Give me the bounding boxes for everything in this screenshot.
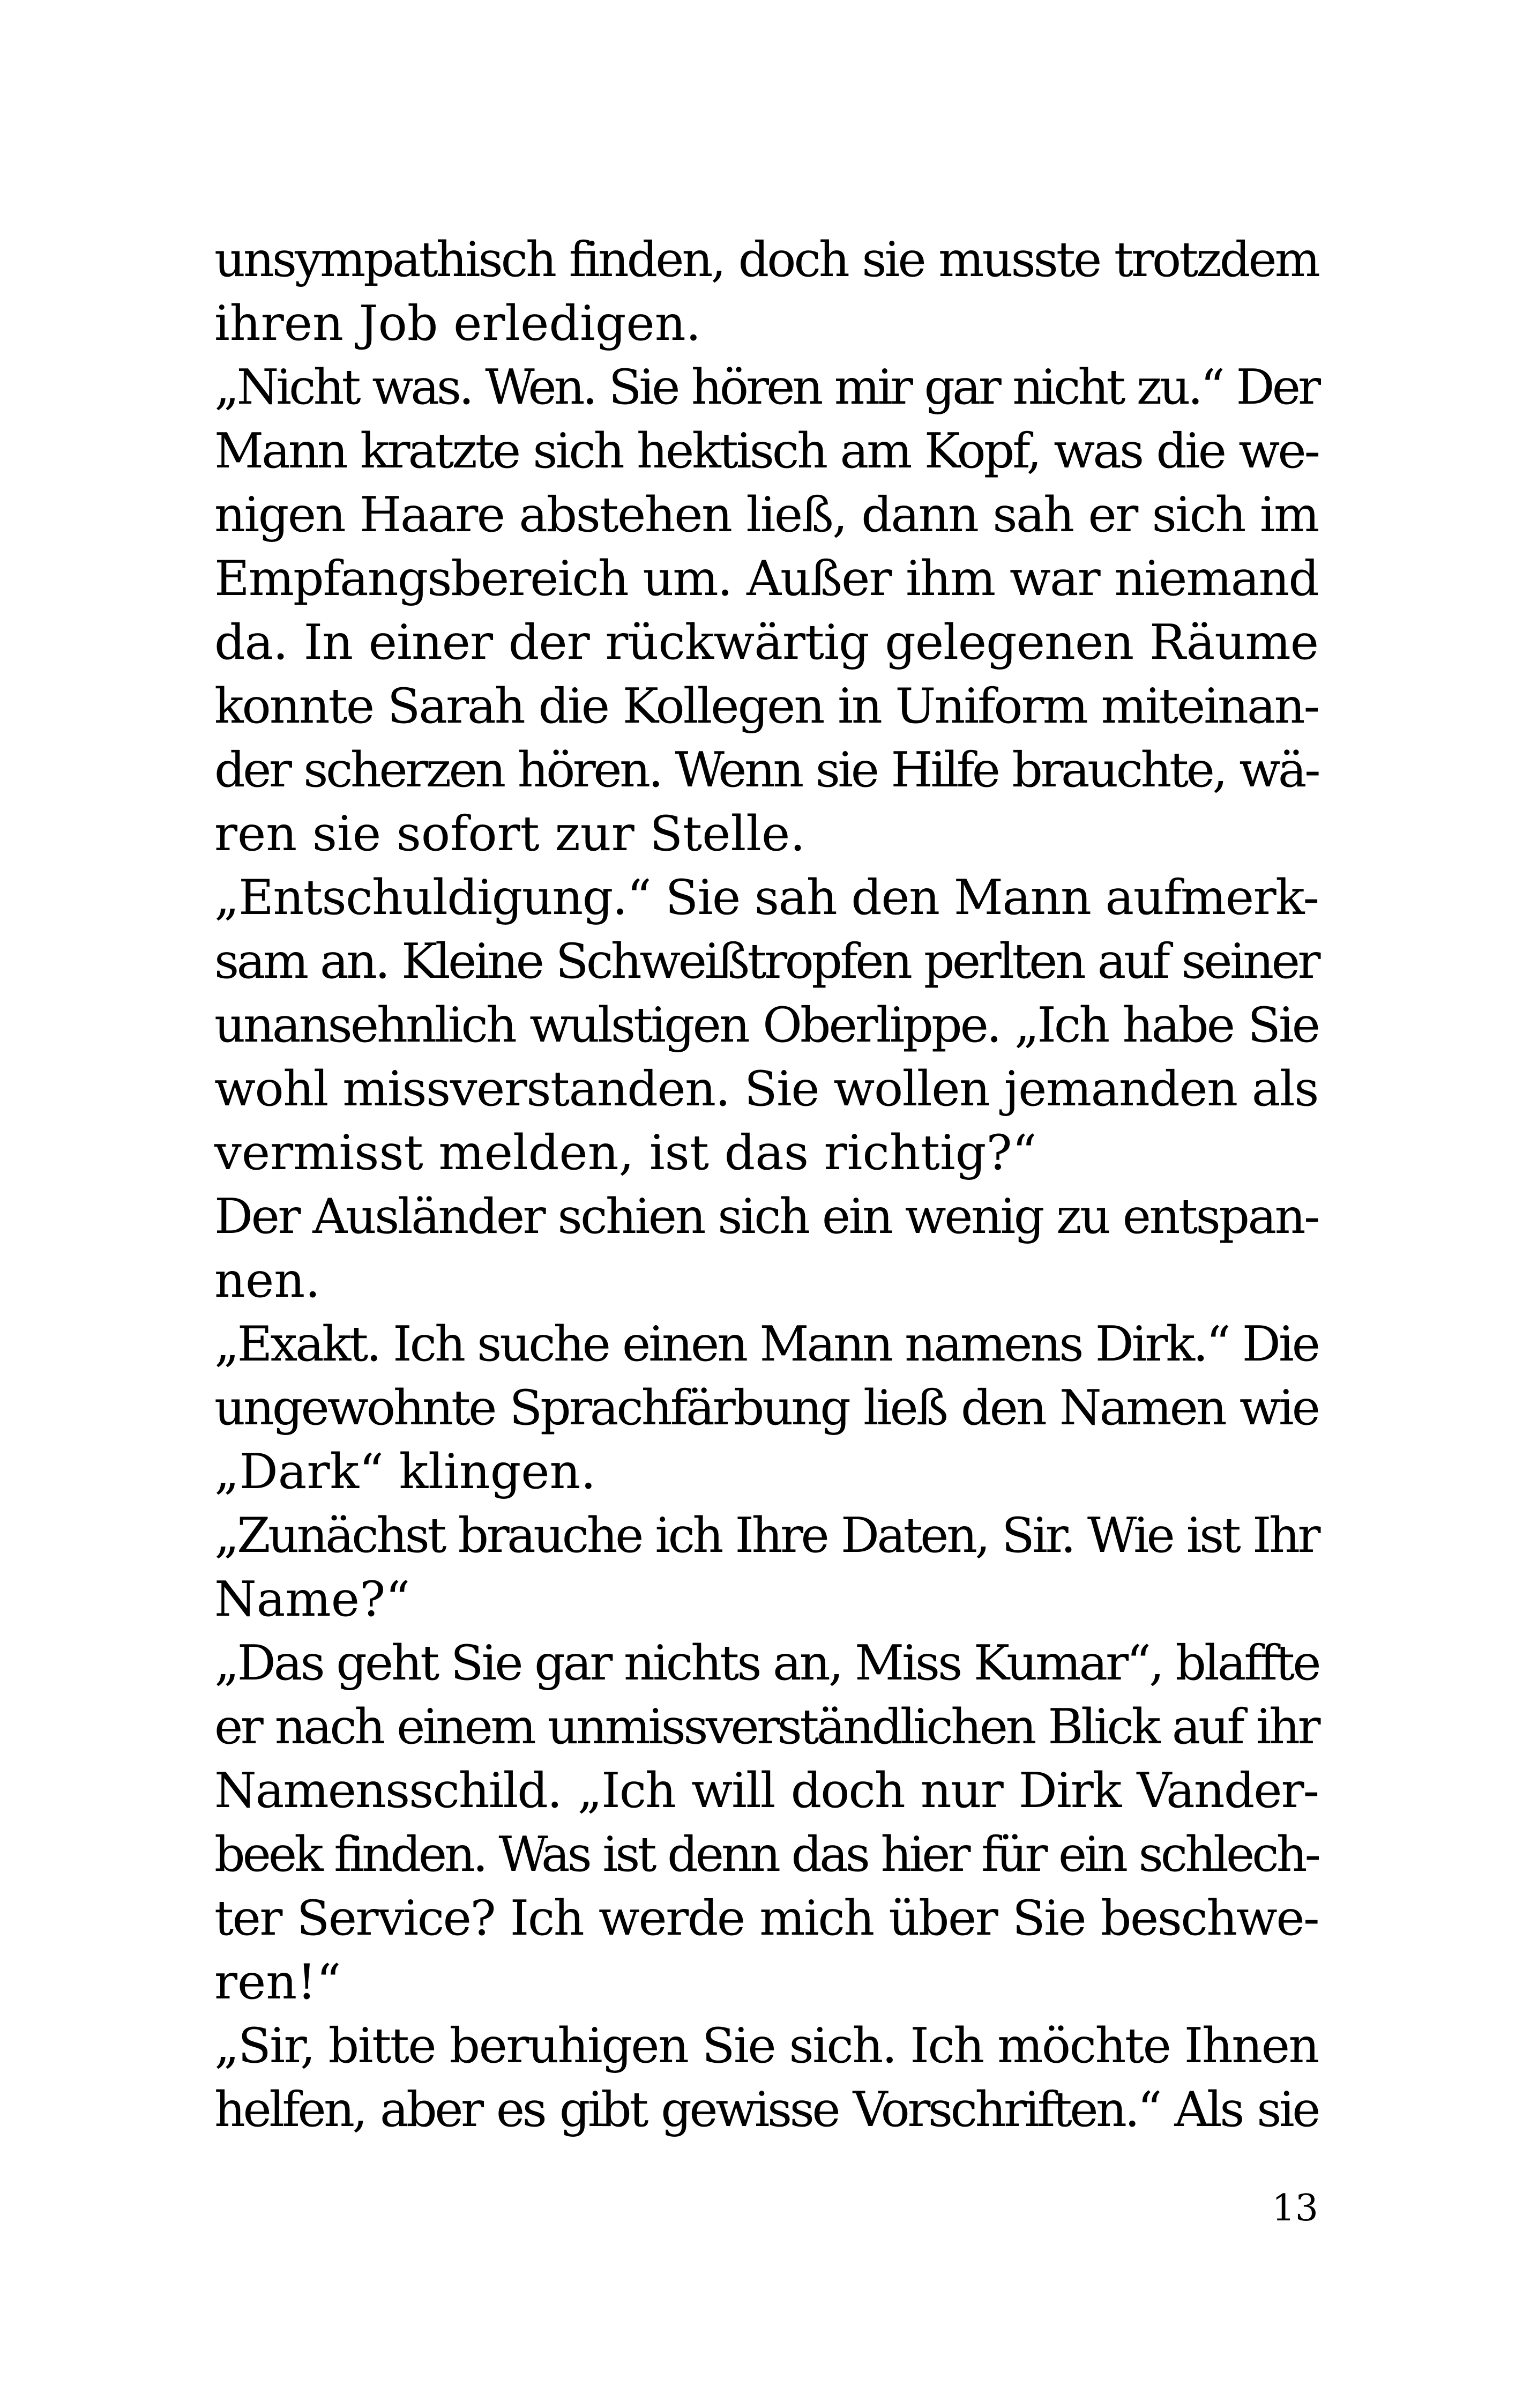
- text-line: helfen, aber es gibt gewisse Vorschriften.“ Als sie: [214, 2082, 1318, 2138]
- body-text: [214, 228, 1318, 2142]
- text-line: nen.: [214, 1252, 320, 1309]
- text-line: „Exakt. Ich suche einen Mann namens Dirk.“ Die: [214, 1316, 1318, 1372]
- text-line: Name?“: [214, 1571, 410, 1627]
- text-line: „Nicht was. Wen. Sie hören mir gar nicht zu.“ Der: [214, 359, 1318, 415]
- text-line: ihren Job erledigen.: [214, 295, 701, 352]
- text-line: Empfangsbereich um. Außer ihm war niemand: [214, 551, 1318, 607]
- text-line: ren!“: [214, 1954, 341, 2010]
- text-line: der scherzen hören. Wenn sie Hilfe brauchte, wä-: [214, 742, 1318, 798]
- text-line: ren sie sofort zur Stelle.: [214, 806, 805, 862]
- text-line: Namensschild. „Ich will doch nur Dirk Vander-: [214, 1763, 1318, 1819]
- text-line: ter Service? Ich werde mich über Sie beschwe-: [214, 1890, 1318, 1946]
- text-line: ungewohnte Sprachfärbung ließ den Namen wie: [214, 1380, 1318, 1436]
- text-line: Der Ausländer schien sich ein wenig zu entspan-: [214, 1188, 1318, 1245]
- text-line: da. In einer der rückwärtig gelegenen Räume: [214, 614, 1318, 671]
- text-line: „Sir, bitte beruhigen Sie sich. Ich möchte Ihnen: [214, 2018, 1318, 2074]
- text-line: unansehnlich wulstigen Oberlippe. „Ich habe Sie: [214, 997, 1318, 1053]
- text-line: nigen Haare abstehen ließ, dann sah er sich im: [214, 487, 1318, 543]
- text-line: er nach einem unmissverständlichen Blick auf ihr: [214, 1699, 1318, 1755]
- text-line: „Das geht Sie gar nichts an, Miss Kumar“, blaffte: [214, 1635, 1319, 1691]
- text-line: sam an. Kleine Schweißtropfen perlten auf seiner: [214, 933, 1318, 990]
- text-line: vermisst melden, ist das richtig?“: [214, 1125, 1037, 1181]
- text-line: „Zunächst brauche ich Ihre Daten, Sir. Wie ist Ihr: [214, 1507, 1318, 1564]
- text-line: konnte Sarah die Kollegen in Uniform miteinan-: [214, 678, 1318, 734]
- text-line: Mann kratzte sich hektisch am Kopf, was die we-: [214, 423, 1318, 479]
- text-line: wohl missverstanden. Sie wollen jemanden als: [214, 1061, 1318, 1117]
- text-line: „Dark“ klingen.: [214, 1444, 596, 1500]
- text-line: „Entschuldigung.“ Sie sah den Mann aufmerk-: [214, 869, 1319, 926]
- text-line: beek finden. Was ist denn das hier für ein schlech-: [214, 1826, 1318, 1883]
- page-number: 13: [1272, 2187, 1318, 2229]
- text-line: unsympathisch finden, doch sie musste trotzdem: [214, 232, 1318, 288]
